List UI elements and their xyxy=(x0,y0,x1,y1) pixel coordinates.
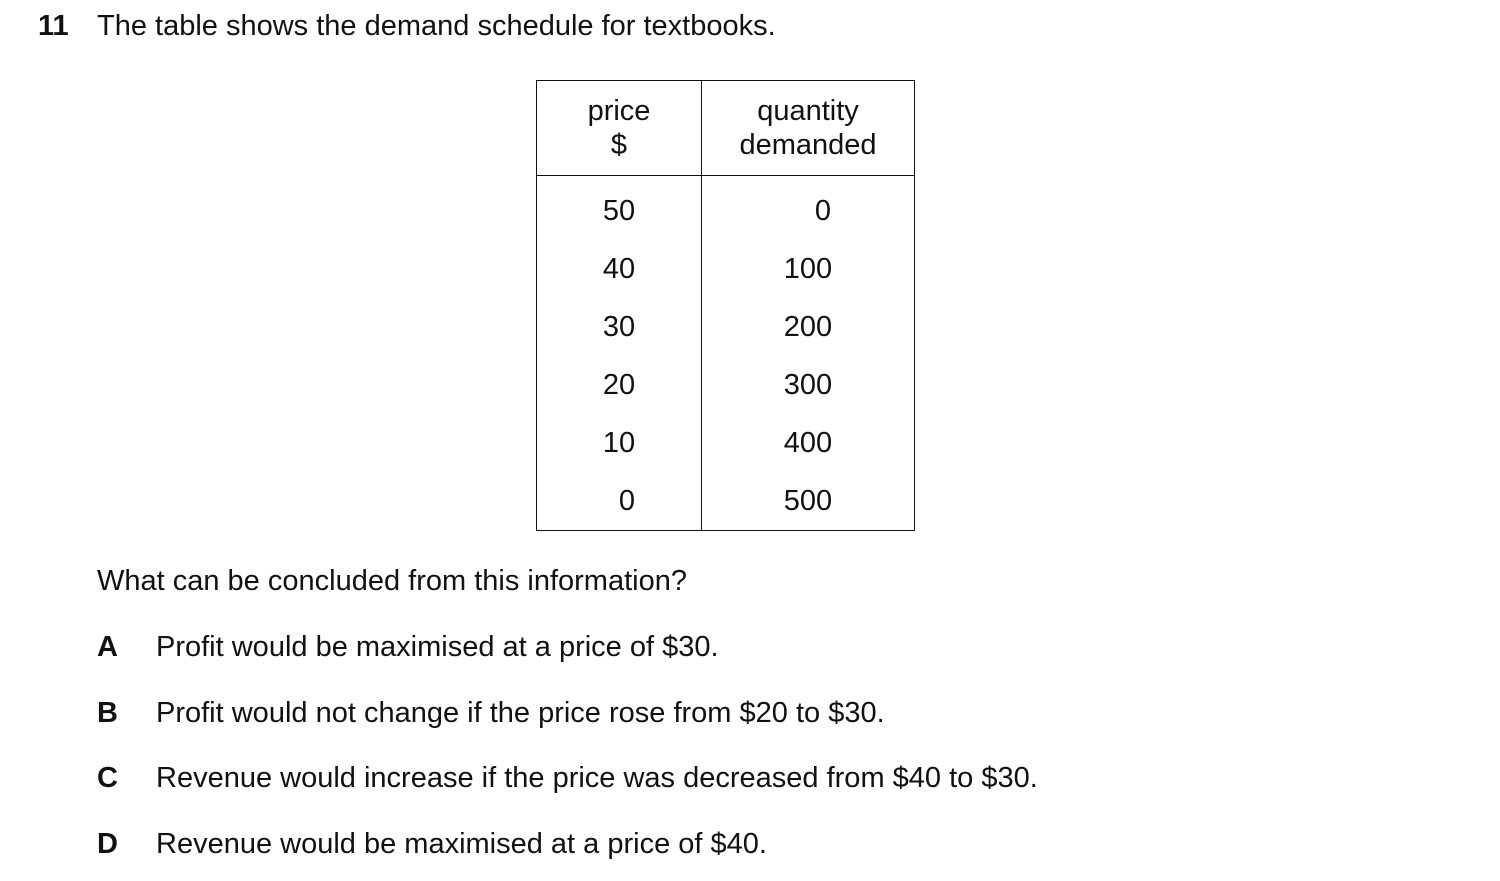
option-text: Revenue would be maximised at a price of $40. xyxy=(156,828,767,860)
question-number: 11 xyxy=(38,10,69,42)
price-header-unit: $ xyxy=(610,129,628,161)
table-row xyxy=(537,414,915,472)
quantity-cell: 0 xyxy=(702,176,915,241)
quantity-header-label-2: demanded xyxy=(739,129,877,161)
price-header-label: price xyxy=(587,95,651,127)
question-stem: The table shows the demand schedule for textbooks. xyxy=(97,10,776,42)
quantity-cell: 100 xyxy=(702,240,915,298)
option-text: Profit would not change if the price rose from $20 to $30. xyxy=(156,697,885,729)
option-text: Profit would be maximised at a price of $30. xyxy=(156,631,719,663)
price-cell: 0 xyxy=(537,472,702,531)
price-cell: 20 xyxy=(537,356,702,414)
option-letter: C xyxy=(97,762,118,794)
option-text: Revenue would increase if the price was decreased from $40 to $30. xyxy=(156,762,1038,794)
table-row xyxy=(537,176,915,241)
price-cell: 40 xyxy=(537,240,702,298)
option-letter: B xyxy=(97,697,118,729)
question-prompt: What can be concluded from this information? xyxy=(97,565,687,597)
table-row xyxy=(537,472,915,531)
quantity-cell: 400 xyxy=(702,414,915,472)
demand-schedule-table xyxy=(536,80,915,531)
option-d[interactable] xyxy=(97,826,767,862)
price-column-header xyxy=(537,81,702,176)
option-letter: D xyxy=(97,828,118,860)
price-cell: 10 xyxy=(537,414,702,472)
option-c[interactable] xyxy=(97,760,1038,796)
option-letter: A xyxy=(97,631,118,663)
option-a[interactable] xyxy=(97,629,719,665)
table-row xyxy=(537,298,915,356)
option-b[interactable] xyxy=(97,695,885,731)
price-cell: 50 xyxy=(537,176,702,241)
table-row xyxy=(537,240,915,298)
price-cell: 30 xyxy=(537,298,702,356)
table-row xyxy=(537,356,915,414)
quantity-header-label-1: quantity xyxy=(757,95,859,127)
quantity-cell: 200 xyxy=(702,298,915,356)
quantity-cell: 500 xyxy=(702,472,915,531)
quantity-cell: 300 xyxy=(702,356,915,414)
quantity-column-header xyxy=(702,81,915,176)
